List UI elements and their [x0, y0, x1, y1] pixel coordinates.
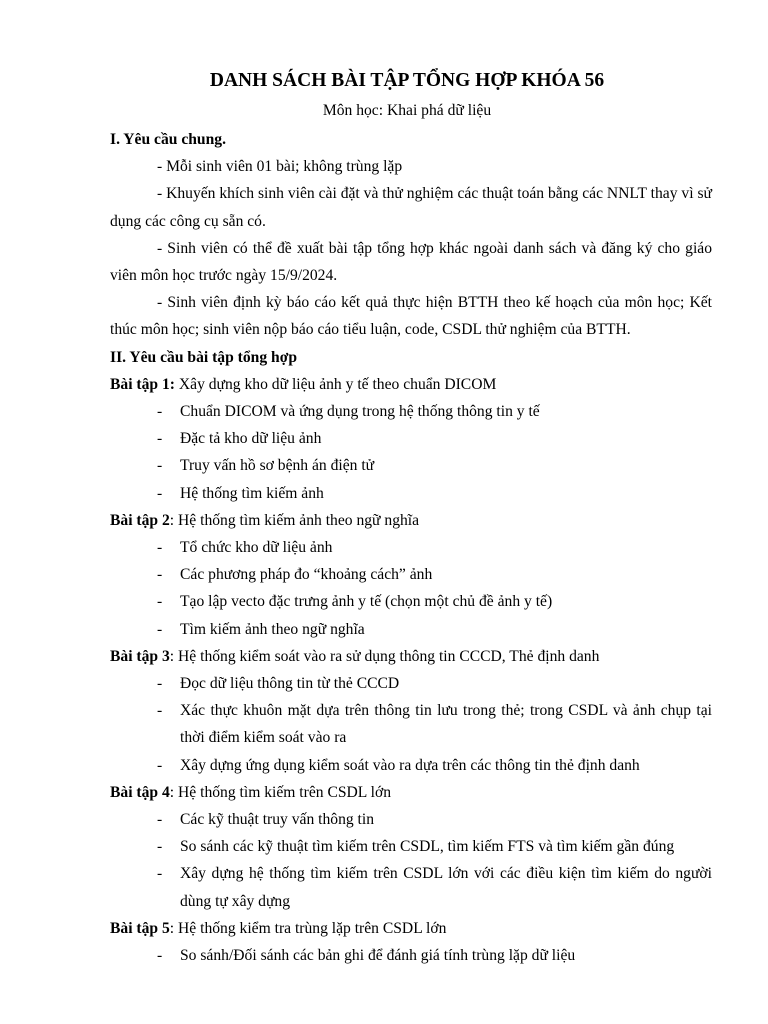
task-5-heading [110, 915, 712, 942]
dash-bullet: - [157, 430, 163, 448]
list-item-text: Truy vấn hồ sơ bệnh án điện tử [180, 457, 375, 475]
list-item [110, 534, 712, 561]
list-item-text: Đặc tả kho dữ liệu ảnh [180, 430, 322, 448]
list-item [110, 452, 712, 479]
section-1-paragraph: - Sinh viên định kỳ báo cáo kết quả thực hiện BTTH theo kế hoạch của môn học; Kết thúc môn học; sinh viên nộp báo cáo tiểu luận, code, CSDL thử nghiệm của BTTH. [110, 294, 712, 339]
list-item [110, 480, 712, 507]
list-item-text: Các kỹ thuật truy vấn thông tin [180, 811, 375, 829]
section-1-paragraph: - Mỗi sinh viên 01 bài; không trùng lặp [157, 158, 403, 176]
task-label: Bài tập 4 [110, 783, 170, 801]
dash-bullet: - [157, 756, 163, 774]
task-2-items [110, 534, 712, 643]
list-item-text: Tổ chức kho dữ liệu ảnh [180, 539, 333, 557]
dash-bullet: - [157, 593, 163, 611]
dash-bullet: - [157, 838, 163, 856]
task-1-items [110, 398, 712, 507]
document-title: DANH SÁCH BÀI TẬP TỔNG HỢP KHÓA 56 [209, 70, 605, 91]
dash-bullet: - [157, 566, 163, 584]
list-item [110, 588, 712, 615]
list-item-text: Các phương pháp đo “khoảng cách” ảnh [180, 566, 433, 584]
list-item [110, 833, 712, 860]
list-item-text: Xác thực khuôn mặt dựa trên thông tin lưu trong thẻ; trong CSDL và ảnh chụp tại thời điểm kiểm soát vào ra [180, 702, 712, 747]
list-item-text: Xây dựng ứng dụng kiểm soát vào ra dựa trên các thông tin thẻ định danh [180, 756, 640, 774]
dash-bullet: - [157, 811, 163, 829]
list-item-text: Chuẩn DICOM và ứng dụng trong hệ thống thông tin y tế [180, 403, 540, 421]
dash-bullet: - [157, 539, 163, 557]
task-title: Xây dựng kho dữ liệu ảnh y tế theo chuẩn DICOM [174, 375, 497, 393]
task-label: Bài tập 1: [110, 375, 175, 393]
dash-bullet: - [157, 702, 163, 720]
task-title: : Hệ thống tìm kiếm trên CSDL lớn [169, 783, 391, 801]
list-item [110, 942, 712, 969]
list-item [110, 398, 712, 425]
list-item-text: Tạo lập vecto đặc trưng ảnh y tế (chọn một chủ đề ảnh y tế) [180, 593, 553, 611]
list-item [110, 806, 712, 833]
list-item [110, 561, 712, 588]
task-title: : Hệ thống kiểm tra trùng lặp trên CSDL lớn [169, 919, 447, 937]
task-label: Bài tập 3 [110, 647, 170, 665]
list-item [110, 670, 712, 697]
document-subtitle: Môn học: Khai phá dữ liệu [322, 102, 492, 119]
list-item [110, 616, 712, 643]
task-4-items [110, 806, 712, 915]
dash-bullet: - [157, 947, 163, 965]
list-item-text: Xây dựng hệ thống tìm kiếm trên CSDL lớn với các điều kiện tìm kiếm do người dùng tự xây dựng [180, 865, 712, 910]
list-item-text: Tìm kiếm ảnh theo ngữ nghĩa [180, 620, 365, 638]
dash-bullet: - [157, 403, 163, 421]
task-3-heading [110, 643, 712, 670]
list-item-text: Hệ thống tìm kiếm ảnh [180, 484, 324, 502]
list-item [110, 425, 712, 452]
list-item [110, 860, 712, 914]
dash-bullet: - [157, 865, 163, 883]
task-1-heading [110, 371, 712, 398]
task-5-items [110, 942, 712, 969]
dash-bullet: - [157, 484, 163, 502]
task-label: Bài tập 5 [110, 919, 170, 937]
list-item [110, 697, 712, 751]
task-label: Bài tập 2 [110, 511, 170, 529]
list-item-text: So sánh/Đối sánh các bản ghi để đánh giá tính trùng lặp dữ liệu [180, 947, 576, 965]
dash-bullet: - [157, 620, 163, 638]
task-title: : Hệ thống tìm kiếm ảnh theo ngữ nghĩa [169, 511, 420, 529]
section-2-heading: II. Yêu cầu bài tập tổng hợp [110, 348, 297, 366]
section-1-paragraph: - Khuyến khích sinh viên cài đặt và thử nghiệm các thuật toán bằng các NNLT thay vì sử dụng các công cụ sẵn có. [110, 185, 712, 230]
task-2-heading [110, 507, 712, 534]
section-1-paragraph: - Sinh viên có thể đề xuất bài tập tổng hợp khác ngoài danh sách và đăng ký cho giáo viên môn học trước ngày 15/9/2024. [110, 239, 712, 285]
task-4-heading [110, 779, 712, 806]
list-item-text: So sánh các kỹ thuật tìm kiếm trên CSDL, tìm kiếm FTS và tìm kiếm gần đúng [180, 838, 675, 856]
section-1-heading: I. Yêu cầu chung. [110, 131, 226, 148]
task-3-items [110, 670, 712, 779]
list-item [110, 752, 712, 779]
dash-bullet: - [157, 457, 163, 475]
task-title: : Hệ thống kiểm soát vào ra sử dụng thông tin CCCD, Thẻ định danh [169, 647, 600, 665]
list-item-text: Đọc dữ liệu thông tin từ thẻ CCCD [180, 675, 400, 693]
dash-bullet: - [157, 675, 163, 693]
